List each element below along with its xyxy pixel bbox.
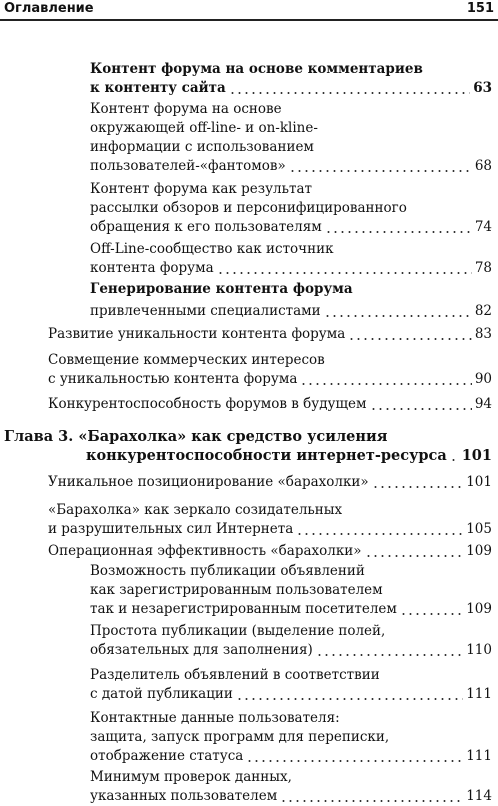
dot-leader	[400, 613, 463, 615]
toc-entry-text: как зарегистрированным пользователем	[90, 582, 383, 598]
toc-entry[interactable]	[0, 240, 492, 278]
toc-entry[interactable]	[0, 666, 492, 704]
dot-leader	[280, 800, 463, 802]
toc-page-number: 110	[466, 642, 492, 658]
toc-entry-text: конкурентоспособности интернет-ресурса	[86, 447, 447, 464]
toc-entry-text: Уникальное позиционирование «барахолки»	[48, 474, 369, 490]
toc-entry[interactable]	[0, 100, 492, 176]
toc-entry-text: и разрушительных сил Интернета	[48, 521, 294, 537]
toc-entry[interactable]	[0, 395, 492, 414]
toc-entry-text: защита, запуск программ для переписки,	[90, 729, 390, 745]
dot-leader	[348, 338, 472, 340]
toc-entry-text: отображение статуса	[90, 748, 244, 764]
toc-entry[interactable]	[0, 180, 492, 237]
toc-entry-text: Простота публикации (выделение полей,	[90, 623, 386, 639]
toc-entry-text: с уникальностью контента форума	[48, 371, 298, 387]
toc-entry[interactable]	[0, 501, 492, 539]
toc-entry-text: Конкурентоспособность форумов в будущем	[48, 396, 367, 412]
toc-entry-text: с датой публикации	[90, 686, 233, 702]
toc-entry[interactable]	[0, 351, 492, 389]
toc-entry-text: обращения к его пользователям	[90, 219, 322, 235]
toc-page-number: 78	[474, 260, 492, 276]
toc-entry[interactable]	[0, 709, 492, 766]
toc-entry-text: Минимум проверок данных,	[90, 769, 292, 785]
toc-entry-text: рассылки обзоров и персонифицированного	[90, 200, 407, 216]
toc-page-number: 109	[466, 543, 492, 559]
toc-entry[interactable]	[0, 60, 492, 98]
toc-page-number: 82	[474, 303, 492, 319]
toc-entry-text: пользователей-«фантомов»	[90, 158, 286, 174]
toc-page-number: 111	[466, 748, 492, 764]
toc-page-number: 101	[466, 474, 492, 490]
toc-entry-text: Глава 3. «Барахолка» как средство усиления	[4, 428, 388, 445]
running-head	[0, 0, 498, 18]
toc-entry-text: Совмещение коммерческих интересов	[48, 352, 325, 368]
toc-page-number: 90	[474, 371, 492, 387]
toc-entry-text: указанных пользователем	[90, 788, 278, 804]
dot-leader	[296, 533, 463, 535]
toc-entry-text: привлеченными специалистами	[90, 303, 321, 319]
dot-leader	[370, 408, 472, 410]
toc-page-number: 114	[466, 788, 492, 804]
toc-entry[interactable]	[0, 280, 492, 299]
toc-entry-text: Развитие уникальности контента форума	[48, 326, 346, 342]
dot-leader	[324, 315, 472, 317]
toc-entry-text: Контент форума как результат	[90, 181, 312, 197]
dot-leader	[229, 92, 470, 94]
dot-leader	[236, 698, 463, 700]
toc-page-number: 68	[474, 158, 492, 174]
running-head-title: Оглавление	[4, 1, 94, 16]
toc-entry[interactable]	[0, 542, 492, 561]
toc-entry[interactable]	[0, 622, 492, 660]
toc-entry-text: Возможность публикации объявлений	[90, 563, 365, 579]
toc-page-number: 109	[466, 601, 492, 617]
toc-entry-text: «Барахолка» как зеркало созидательных	[48, 502, 343, 518]
toc-page-number: 83	[474, 326, 492, 342]
toc-entry-text: Операционная эффективность «барахолки»	[48, 543, 362, 559]
toc-page-number: 63	[473, 80, 492, 96]
toc-entry-text: Контактные данные пользователя:	[90, 710, 340, 726]
toc-entry-text: Контент форума на основе	[90, 101, 282, 117]
dot-leader	[325, 231, 472, 233]
toc-entry-text: информации с использованием	[90, 139, 314, 155]
toc-entry-text: Контент форума на основе комментариев	[90, 61, 423, 77]
dot-leader	[289, 170, 472, 172]
toc-page-number: 105	[466, 521, 492, 537]
dot-leader	[316, 654, 463, 656]
toc-entry-text: Off-Line-сообщество как источник	[90, 241, 334, 257]
dot-leader	[365, 555, 464, 557]
toc-page-number: 74	[474, 219, 492, 235]
toc-entry[interactable]	[0, 473, 492, 492]
toc-page-number: 101	[461, 447, 492, 464]
toc-page-number: 94	[474, 396, 492, 412]
dot-leader	[450, 459, 459, 461]
toc-entry[interactable]	[0, 325, 492, 344]
dot-leader	[246, 760, 463, 762]
toc-entry[interactable]	[0, 768, 492, 806]
toc-entry[interactable]	[0, 562, 492, 619]
toc-entry-text: так и незарегистрированным посетителем	[90, 601, 397, 617]
dot-leader	[372, 486, 464, 488]
toc-entry-text: Разделитель объявлений в соответствии	[90, 667, 380, 683]
toc-page-number: 111	[466, 686, 492, 702]
toc-entry[interactable]	[0, 302, 492, 321]
dot-leader	[217, 272, 472, 274]
dot-leader	[300, 383, 471, 385]
toc-entry-text: окружающей off-line- и on-kline-	[90, 120, 318, 136]
toc-entry-text: Генерирование контента форума	[90, 281, 353, 297]
toc-entry-text: к контенту сайта	[90, 80, 226, 96]
toc-entry-text: обязательных для заполнения)	[90, 642, 313, 658]
toc-chapter-entry[interactable]	[0, 427, 492, 465]
header-rule	[0, 19, 498, 21]
running-head-page-number: 151	[466, 1, 494, 16]
toc-entry-text: контента форума	[90, 260, 214, 276]
